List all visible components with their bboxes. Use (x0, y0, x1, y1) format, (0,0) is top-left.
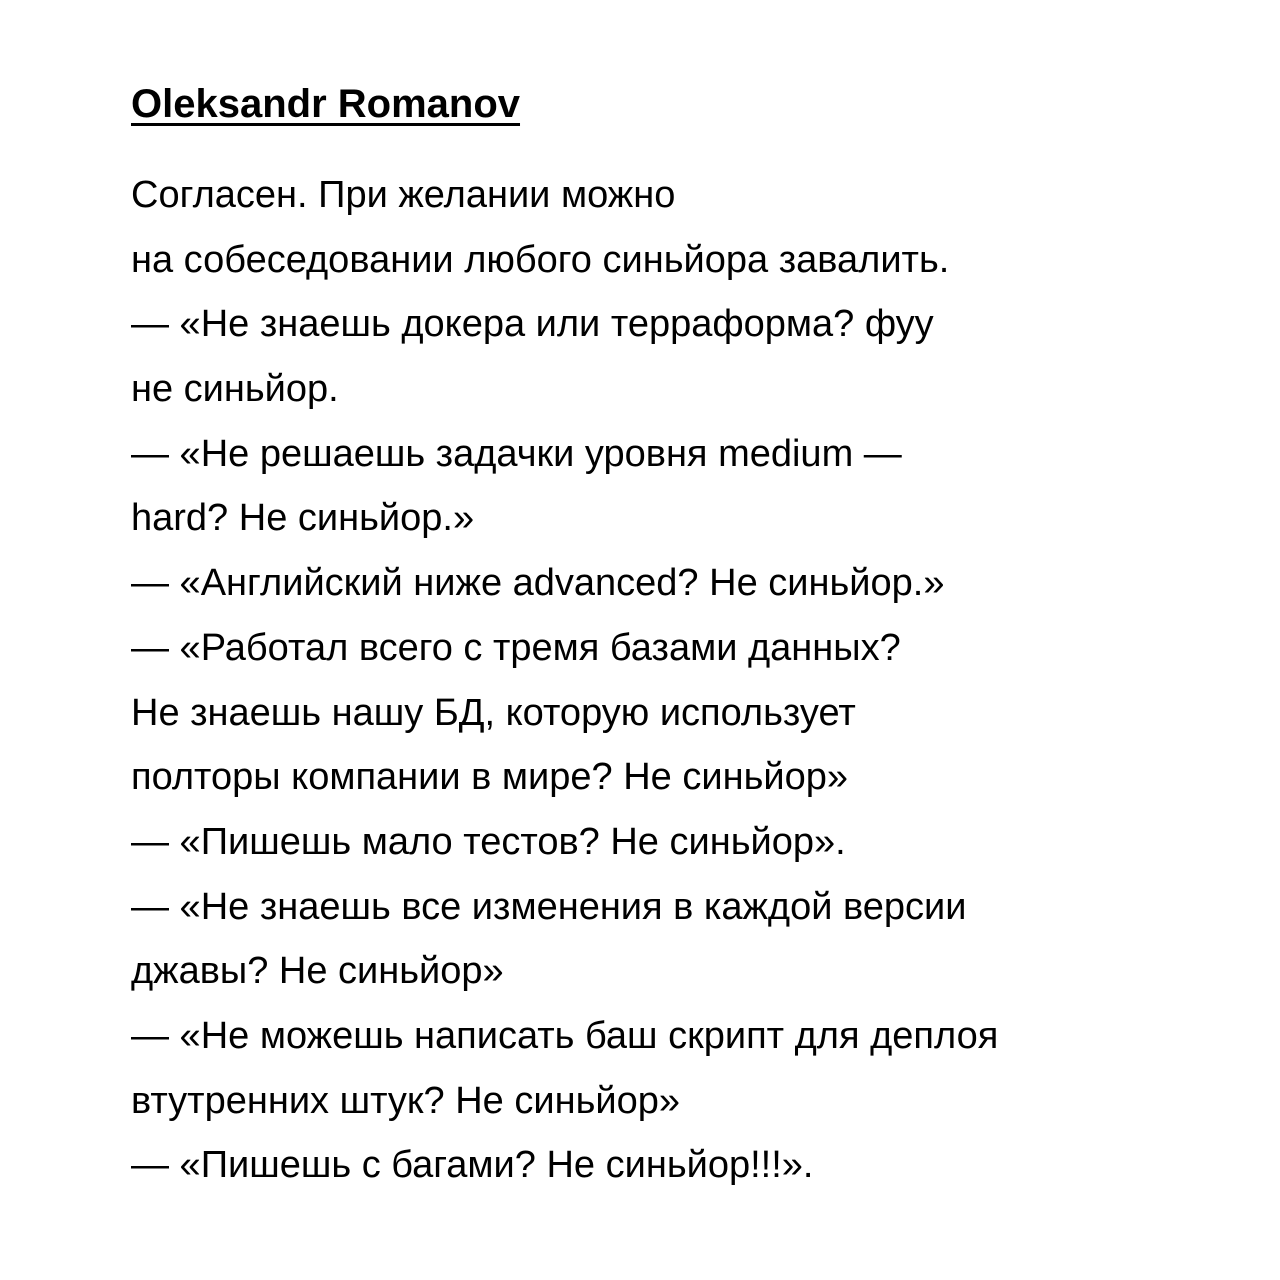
post-line: на собеседовании любого синьйора завалить. (131, 238, 950, 281)
author-name[interactable]: Oleksandr Romanov (131, 82, 521, 126)
post-line: не синьйор. (131, 368, 339, 411)
post-line: джавы? Не синьйор» (131, 950, 504, 993)
post-line: — «Работал всего с тремя базами данных? (131, 626, 901, 669)
post-line: — «Пишешь мало тестов? Не синьйор». (131, 820, 846, 863)
post-line: — «Не знаешь все изменения в каждой версии (131, 885, 967, 928)
post-line: hard? Не синьйор.» (131, 497, 475, 540)
post-line: — «Пишешь с багами? Не синьйор!!!». (131, 1144, 814, 1187)
post-line: Не знаешь нашу БД, которую использует (131, 691, 856, 734)
post-line: втутренних штук? Не синьйор» (131, 1079, 681, 1122)
post-line: — «Английский ниже advanced? Не синьйор.» (131, 562, 945, 605)
post-body (131, 163, 1231, 1198)
post-line: Согласен. При желании можно (131, 174, 676, 216)
post-line: полторы компании в мире? Не синьйор» (131, 756, 849, 799)
post-line: — «Не решаешь задачки уровня medium — (131, 432, 902, 475)
post-line: — «Не можешь написать баш скрипт для деплоя (131, 1014, 999, 1057)
post-line: — «Не знаешь докера или терраформа? фуу (131, 303, 934, 346)
